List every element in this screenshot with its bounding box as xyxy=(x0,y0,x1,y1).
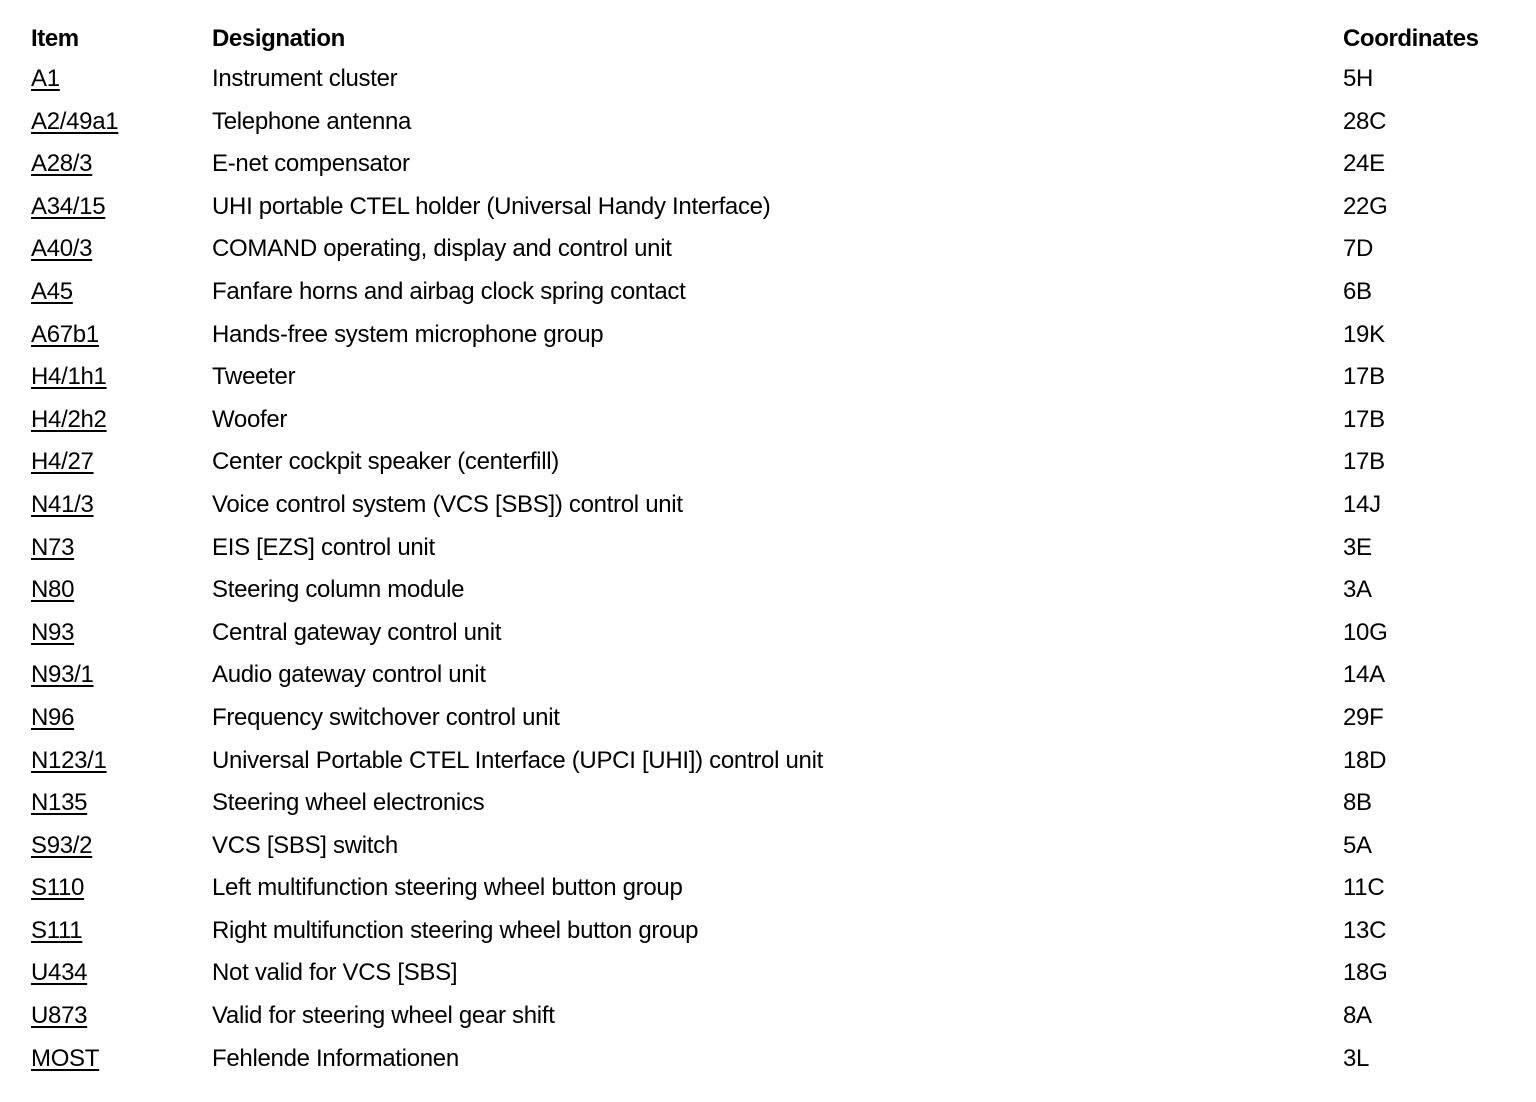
coordinates-text: 3A xyxy=(1343,576,1372,604)
designation-text: Frequency switchover control unit xyxy=(212,703,560,731)
designation-text: Tweeter xyxy=(212,363,296,391)
coordinates-text: 11C xyxy=(1343,874,1385,902)
designation-text: Central gateway control unit xyxy=(212,618,502,646)
item-link[interactable]: A45 xyxy=(31,277,73,305)
item-link[interactable]: H4/1h1 xyxy=(31,363,107,391)
coordinates-text: 14A xyxy=(1343,661,1385,689)
designation-text: Steering column module xyxy=(212,576,465,604)
header-coordinates: Coordinates xyxy=(1343,25,1479,52)
table-row xyxy=(0,869,1536,912)
table-row xyxy=(0,699,1536,742)
coordinates-text: 24E xyxy=(1343,150,1385,178)
item-link[interactable]: N73 xyxy=(31,533,75,561)
designation-text: COMAND operating, display and control unit xyxy=(212,235,672,263)
coordinates-text: 17B xyxy=(1343,405,1385,433)
coordinates-text: 3E xyxy=(1343,533,1372,561)
table-row xyxy=(0,145,1536,188)
coordinates-text: 29F xyxy=(1343,703,1384,731)
designation-text: Fanfare horns and airbag clock spring contact xyxy=(212,277,686,305)
coordinates-text: 17B xyxy=(1343,363,1385,391)
designation-text: Steering wheel electronics xyxy=(212,789,485,817)
designation-text: Center cockpit speaker (centerfill) xyxy=(212,448,559,476)
designation-text: Hands-free system microphone group xyxy=(212,320,604,348)
table-row xyxy=(0,614,1536,657)
item-link[interactable]: A1 xyxy=(31,65,60,92)
item-link[interactable]: H4/27 xyxy=(31,448,94,476)
header-designation: Designation xyxy=(212,25,345,52)
designation-text: Left multifunction steering wheel button group xyxy=(212,874,683,902)
item-link[interactable]: N135 xyxy=(31,789,88,817)
table-row xyxy=(0,1040,1536,1083)
designation-text: E-net compensator xyxy=(212,150,410,178)
designation-text: Instrument cluster xyxy=(212,65,398,92)
coordinates-text: 6B xyxy=(1343,277,1372,305)
coordinates-text: 28C xyxy=(1343,107,1387,135)
item-link[interactable]: S93/2 xyxy=(31,831,93,859)
item-link[interactable]: N93 xyxy=(31,618,75,646)
coordinates-text: 5H xyxy=(1343,65,1374,92)
table-row xyxy=(0,656,1536,699)
designation-text: Fehlende Informationen xyxy=(212,1044,459,1072)
coordinates-text: 18G xyxy=(1343,959,1388,987)
coordinates-text: 7D xyxy=(1343,235,1374,263)
item-link[interactable]: A67b1 xyxy=(31,320,99,348)
designation-text: Woofer xyxy=(212,405,288,433)
item-link[interactable]: N41/3 xyxy=(31,490,94,518)
table-header-row xyxy=(0,0,1536,60)
item-link[interactable]: MOST xyxy=(31,1044,100,1072)
table-row xyxy=(0,103,1536,146)
designation-text: Not valid for VCS [SBS] xyxy=(212,959,458,987)
item-link[interactable]: S110 xyxy=(31,874,85,902)
item-link[interactable]: A34/15 xyxy=(31,192,106,220)
table-row xyxy=(0,273,1536,316)
coordinates-text: 3L xyxy=(1343,1044,1370,1072)
table-row xyxy=(0,742,1536,785)
table-row xyxy=(0,316,1536,359)
table-row xyxy=(0,954,1536,997)
designation-text: VCS [SBS] switch xyxy=(212,831,398,859)
table-row xyxy=(0,188,1536,231)
item-link[interactable]: A28/3 xyxy=(31,150,93,178)
item-link[interactable]: S111 xyxy=(31,916,83,944)
table-row xyxy=(0,571,1536,614)
table-row xyxy=(0,997,1536,1040)
header-item: Item xyxy=(31,25,79,52)
designation-text: EIS [EZS] control unit xyxy=(212,533,435,561)
coordinates-text: 8B xyxy=(1343,789,1372,817)
coordinates-text: 22G xyxy=(1343,192,1388,220)
table-row xyxy=(0,230,1536,273)
designation-text: Right multifunction steering wheel button group xyxy=(212,916,699,944)
coordinates-text: 13C xyxy=(1343,916,1387,944)
coordinates-text: 8A xyxy=(1343,1002,1372,1030)
table-row xyxy=(0,827,1536,870)
item-link[interactable]: N80 xyxy=(31,576,75,604)
coordinates-text: 18D xyxy=(1343,746,1387,774)
coordinates-text: 5A xyxy=(1343,831,1372,859)
item-link[interactable]: H4/2h2 xyxy=(31,405,107,433)
item-link[interactable]: N96 xyxy=(31,703,75,731)
table-row xyxy=(0,60,1536,103)
item-link[interactable]: U873 xyxy=(31,1002,88,1030)
item-link[interactable]: A2/49a1 xyxy=(31,107,119,135)
table-row xyxy=(0,443,1536,486)
designation-text: Voice control system (VCS [SBS]) control unit xyxy=(212,490,683,518)
designation-text: Valid for steering wheel gear shift xyxy=(212,1002,555,1030)
coordinates-text: 10G xyxy=(1343,618,1388,646)
table-row xyxy=(0,784,1536,827)
coordinates-text: 14J xyxy=(1343,490,1381,518)
designation-text: Telephone antenna xyxy=(212,107,412,135)
item-link[interactable]: N93/1 xyxy=(31,661,94,689)
table-row xyxy=(0,912,1536,955)
coordinates-text: 17B xyxy=(1343,448,1385,476)
table-body xyxy=(0,60,1536,1082)
table-row xyxy=(0,358,1536,401)
item-link[interactable]: A40/3 xyxy=(31,235,93,263)
designation-text: Universal Portable CTEL Interface (UPCI [UHI]) control unit xyxy=(212,746,823,774)
coordinates-text: 19K xyxy=(1343,320,1385,348)
item-link[interactable]: U434 xyxy=(31,959,88,987)
designation-text: UHI portable CTEL holder (Universal Handy Interface) xyxy=(212,192,771,220)
table-row xyxy=(0,486,1536,529)
designation-text: Audio gateway control unit xyxy=(212,661,486,689)
table-row xyxy=(0,401,1536,444)
table-row xyxy=(0,529,1536,572)
item-link[interactable]: N123/1 xyxy=(31,746,107,774)
